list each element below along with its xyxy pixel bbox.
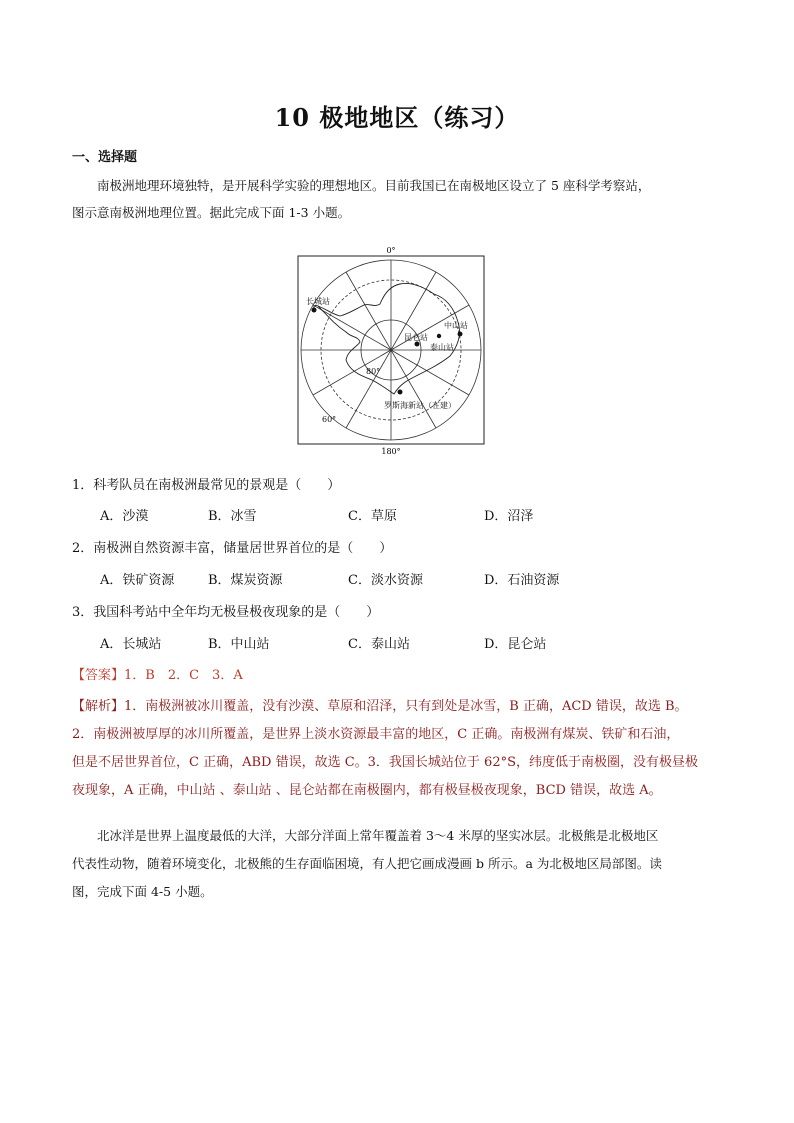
explanation-line-2: 2．南极洲被厚厚的冰川所覆盖，是世界上淡水资源最丰富的地区，C 正确。南极洲有煤炭、铁矿和石油， xyxy=(72,727,680,742)
section-heading: 一、选择题 xyxy=(72,150,138,165)
kunlun-station-label: 昆仑站 xyxy=(404,333,428,342)
question-3-option-d[interactable]: D．昆仑站 xyxy=(484,637,547,652)
intro-paragraph xyxy=(72,172,732,226)
intro-line-1: 南极洲地理环境独特，是开展科学实验的理想地区。目前我国已在南极地区设立了 5 座科学考察站， xyxy=(97,178,651,193)
question-1-option-b[interactable]: B．冰雪 xyxy=(208,509,257,524)
passage-line-3: 图，完成下面 4-5 小题。 xyxy=(72,884,213,899)
luosihai-station-marker xyxy=(398,390,403,395)
passage-line-2: 代表性动物，随着环境变化，北极熊的生存面临困境，有人把它画成漫画 b 所示。a 为北极地区局部图。读 xyxy=(72,856,662,871)
meridian-0-label: 0° xyxy=(386,246,396,255)
question-2-option-b[interactable]: B．煤炭资源 xyxy=(208,573,283,588)
taishan-station-label: 泰山站 xyxy=(430,343,454,352)
question-2-option-c[interactable]: C．淡水资源 xyxy=(348,573,423,588)
question-3-option-a[interactable]: A．长城站 xyxy=(100,637,162,652)
kunlun-station-marker xyxy=(415,342,420,347)
explanation xyxy=(72,693,736,805)
latitude-60-label: 60° xyxy=(322,415,337,424)
page-title: 10 极地地区（练习） xyxy=(274,103,520,132)
question-1-option-a[interactable]: A．沙漠 xyxy=(100,509,149,524)
explanation-line-3: 但是不居世界首位，C 正确，ABD 错误，故选 C。3．我国长城站位于 62°S，纬度低于南极圈，没有极昼极 xyxy=(72,755,699,770)
passage xyxy=(72,822,736,906)
explanation-line-1: 1．南极洲被冰川覆盖，没有沙漠、草原和沼泽，只有到处是冰雪，B 正确，ACD 错误，故选 B。 xyxy=(124,699,688,714)
taishan-station-marker xyxy=(437,334,441,338)
answer-label: 【答案】 xyxy=(72,668,125,683)
answer-text: 1．B 2．C 3．A xyxy=(124,668,243,683)
intro-line-2: 图示意南极洲地理位置。据此完成下面 1-3 小题。 xyxy=(72,205,351,220)
question-1-option-c[interactable]: C．草原 xyxy=(348,509,397,524)
question-3-option-b[interactable]: B．中山站 xyxy=(208,637,270,652)
antarctica-map xyxy=(296,244,486,458)
changcheng-station-label: 长城站 xyxy=(306,297,330,306)
luosihai-station-label: 罗斯海新站（在建） xyxy=(384,401,456,410)
zhongshan-station-marker xyxy=(458,332,463,337)
question-2: 2．南极洲自然资源丰富，储量居世界首位的是（ ） xyxy=(72,541,393,556)
answer-line xyxy=(72,664,243,683)
question-3-option-c[interactable]: C．泰山站 xyxy=(348,637,410,652)
question-2-option-d[interactable]: D．石油资源 xyxy=(484,573,560,588)
question-3: 3．我国科考站中全年均无极昼极夜现象的是（ ） xyxy=(72,605,380,620)
zhongshan-station-label: 中山站 xyxy=(444,321,468,330)
question-1-option-d[interactable]: D．沼泽 xyxy=(484,509,534,524)
meridian-180-label: 180° xyxy=(381,447,401,456)
latitude-80-label: 80° xyxy=(366,367,381,376)
question-1: 1．科考队员在南极洲最常见的景观是（ ） xyxy=(72,478,341,493)
passage-line-1: 北冰洋是世界上温度最低的大洋，大部分洋面上常年覆盖着 3～4 米厚的坚实冰层。北极熊是北极地区 xyxy=(97,828,659,843)
explanation-line-4: 夜现象，A 正确，中山站 、泰山站 、昆仑站都在南极圈内，都有极昼极夜现象，BCD 错误，故选 A。 xyxy=(72,783,662,798)
question-2-option-a[interactable]: A．铁矿资源 xyxy=(100,573,175,588)
explanation-label: 【解析】 xyxy=(72,699,125,714)
changcheng-station-marker xyxy=(312,308,317,313)
